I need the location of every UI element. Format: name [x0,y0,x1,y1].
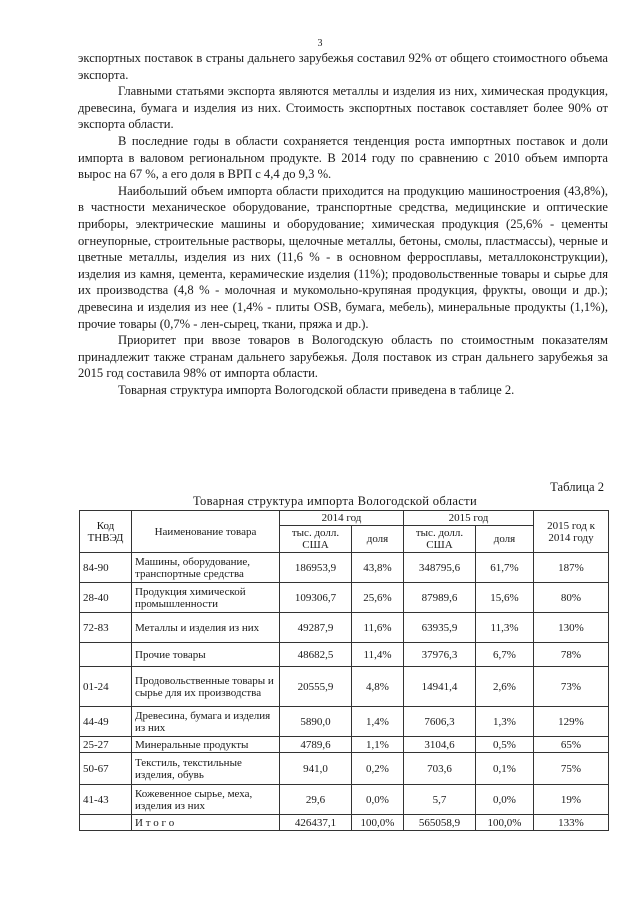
table-row [80,785,609,815]
cell-share-2014: 0,0% [352,785,404,815]
table-row [80,707,609,737]
table-total-row [80,815,609,831]
header-name: Наименование товара [132,511,280,553]
cell-name: Прочие товары [132,643,280,667]
cell-ratio: 78% [534,643,609,667]
table-header-row [80,511,609,526]
cell-share-2014: 11,4% [352,643,404,667]
cell-share-2014: 1,4% [352,707,404,737]
cell-share-2014: 43,8% [352,553,404,583]
cell-value-2015: 37976,3 [404,643,476,667]
cell-value-2014: 4789,6 [280,737,352,753]
cell-share-2014: 1,1% [352,737,404,753]
cell-ratio: 129% [534,707,609,737]
cell-ratio: 75% [534,753,609,785]
cell-code: 25-27 [80,737,132,753]
cell-code: 44-49 [80,707,132,737]
table-title: Товарная структура импорта Вологодской области [192,494,477,508]
cell-share-2015: 100,0% [476,815,534,831]
cell-ratio: 130% [534,613,609,643]
cell-value-2015: 565058,9 [404,815,476,831]
cell-share-2014: 0,2% [352,753,404,785]
cell-share-2015: 0,0% [476,785,534,815]
page-number: 3 [317,38,323,49]
cell-ratio: 133% [534,815,609,831]
cell-value-2015: 348795,6 [404,553,476,583]
cell-share-2015: 15,6% [476,583,534,613]
cell-value-2015: 63935,9 [404,613,476,643]
cell-value-2015: 14941,4 [404,667,476,707]
cell-share-2015: 0,1% [476,753,534,785]
cell-name: Металлы и изделия из них [132,613,280,643]
cell-name: Продовольственные товары и сырье для их производства [132,667,280,707]
cell-code: 50-67 [80,753,132,785]
header-share-2014: доля [352,526,404,553]
cell-value-2014: 109306,7 [280,583,352,613]
table-row [80,553,609,583]
header-share-2015: доля [476,526,534,553]
table-row [80,613,609,643]
cell-share-2015: 1,3% [476,707,534,737]
cell-share-2014: 11,6% [352,613,404,643]
table-label: Таблица 2 [550,480,604,494]
cell-value-2014: 20555,9 [280,667,352,707]
cell-ratio: 73% [534,667,609,707]
cell-name: Кожевенное сырье, меха, изделия из них [132,785,280,815]
table-row [80,737,609,753]
cell-value-2014: 186953,9 [280,553,352,583]
cell-value-2014: 48682,5 [280,643,352,667]
header-code: Код ТНВЭД [80,511,132,553]
cell-ratio: 187% [534,553,609,583]
cell-value-2015: 703,6 [404,753,476,785]
cell-name: Древесина, бумага и изделия из них [132,707,280,737]
cell-code: 72-83 [80,613,132,643]
cell-code: 28-40 [80,583,132,613]
table-row [80,667,609,707]
cell-name: Продукция химической промышленности [132,583,280,613]
cell-value-2014: 49287,9 [280,613,352,643]
paragraph: Приоритет при ввозе товаров в Вологодскую область по стоимостным показателям принадлежит также странам дальнего зарубежья. Доля поставок из стран дальнего зарубежья за 2015 год составила 98% от импорта области. [78,333,608,381]
cell-share-2014: 100,0% [352,815,404,831]
cell-value-2014: 29,6 [280,785,352,815]
paragraph: Наибольший объем импорта области приходится на продукцию машиностроения (43,8%), в частности механическое оборудование, транспортные средства, медицинские и оптические приборы, электрические машины и оборудование; химическая продукция (25,6% - цементы огнеупорные, строительные растворы, щелочные металлы, бетоны, смолы, пластмассы), черные и цветные металлы, изделия из них (11,6 % - в основном ферросплавы, металлоконструкции), изделия из камня, цемента, керамические изделия (11%); продовольственные товары и сырье для их производства (4,8 % - молочная и мукомольно-крупяная продукция, фрукты, овощи и др.); древесина и изделия из нее (1,4% - плиты OSB, бумага, мебель), минеральные продукты (1,1%), прочие товары (0,7% - лен-сырец, ткани, пряжа и др.). [78,183,608,331]
header-value-2015: тыс. долл. США [404,526,476,553]
cell-value-2015: 5,7 [404,785,476,815]
cell-share-2015: 61,7% [476,553,534,583]
paragraph: экспортных поставок в страны дальнего зарубежья составил 92% от общего стоимостного объема экспорта. [78,51,608,82]
cell-share-2015: 11,3% [476,613,534,643]
cell-share-2015: 6,7% [476,643,534,667]
cell-code: 41-43 [80,785,132,815]
cell-value-2015: 87989,6 [404,583,476,613]
cell-ratio: 65% [534,737,609,753]
body-text [78,50,608,398]
cell-share-2014: 25,6% [352,583,404,613]
header-year-2014: 2014 год [280,511,404,526]
table-row [80,583,609,613]
header-year-2015: 2015 год [404,511,534,526]
paragraph: В последние годы в области сохраняется тенденция роста импортных поставок и доли импорта в валовом региональном продукте. В 2014 году по сравнению с 2010 объем импорта вырос на 67 %, а его доля в ВРП с 4,4 до 9,3 %. [78,133,608,182]
cell-value-2014: 426437,1 [280,815,352,831]
cell-name: Текстиль, текстильные изделия, обувь [132,753,280,785]
import-structure-table [79,510,609,831]
cell-value-2014: 941,0 [280,753,352,785]
paragraph: Товарная структура импорта Вологодской области приведена в таблице 2. [118,382,515,397]
cell-code [80,643,132,667]
header-change: 2015 год к 2014 году [534,511,609,553]
cell-name: Минеральные продукты [132,737,280,753]
cell-code: 01-24 [80,667,132,707]
cell-code [80,815,132,831]
table-row [80,753,609,785]
cell-share-2015: 2,6% [476,667,534,707]
cell-ratio: 80% [534,583,609,613]
cell-ratio: 19% [534,785,609,815]
cell-value-2015: 7606,3 [404,707,476,737]
paragraph: Главными статьями экспорта являются металлы и изделия из них, химическая продукция, древесина, бумага и изделия из них. Стоимость экспортных поставок составляет более 90% от экспорта области. [78,84,608,132]
cell-name-total: И т о г о [132,815,280,831]
table-row [80,643,609,667]
cell-value-2015: 3104,6 [404,737,476,753]
cell-value-2014: 5890,0 [280,707,352,737]
cell-share-2014: 4,8% [352,667,404,707]
cell-share-2015: 0,5% [476,737,534,753]
header-value-2014: тыс. долл. США [280,526,352,553]
cell-name: Машины, оборудование, транспортные средства [132,553,280,583]
cell-code: 84-90 [80,553,132,583]
